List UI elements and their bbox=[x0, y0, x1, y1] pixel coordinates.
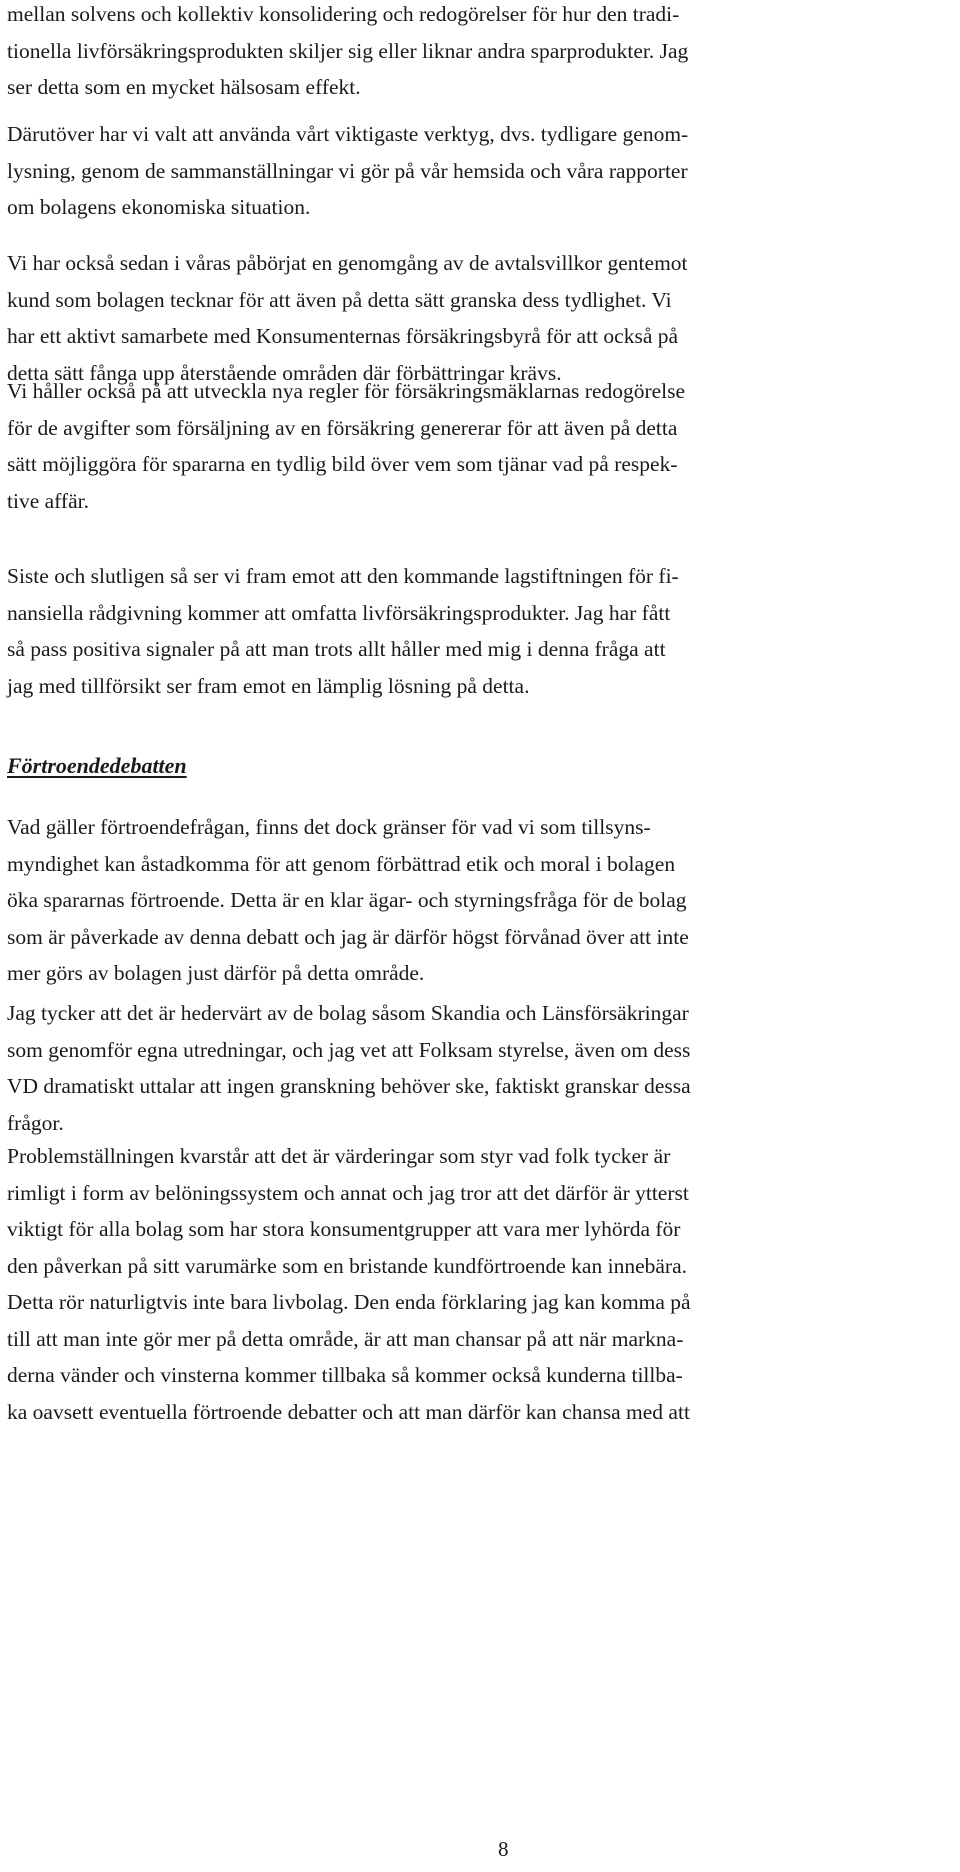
text-line: Jag tycker att det är hedervärt av de bolag såsom Skandia och Länsförsäkringar bbox=[7, 1001, 689, 1025]
text-line: så pass positiva signaler på att man trots allt håller med mig i denna fråga att bbox=[7, 637, 666, 661]
paragraph bbox=[7, 245, 688, 391]
paragraph bbox=[7, 373, 685, 519]
text-line: tive affär. bbox=[7, 488, 89, 513]
text-line: för de avgifter som försäljning av en försäkring genererar för att även på detta bbox=[7, 415, 678, 440]
text-line: Vi håller också på att utveckla nya regler för försäkringsmäklarnas redogörelse bbox=[7, 379, 686, 403]
text-line: nansiella rådgivning kommer att omfatta livförsäkringsprodukter. Jag har fått bbox=[7, 600, 671, 625]
paragraph bbox=[7, 809, 689, 992]
text-line: Siste och slutligen så ser vi fram emot att den kommande lagstiftningen för fi- bbox=[7, 564, 679, 588]
text-line: sätt möjliggöra för spararna en tydlig bild över vem som tjänar vad på respek- bbox=[7, 452, 678, 476]
text-line: har ett aktivt samarbete med Konsumenternas försäkringsbyrå för att också på bbox=[7, 324, 679, 348]
text-line: detta sätt fånga upp återstående områden där förbättringar krävs. bbox=[7, 360, 562, 385]
text-line: mer görs av bolagen just därför på detta område. bbox=[7, 961, 425, 985]
text-line: som genomför egna utredningar, och jag vet att Folksam styrelse, även om dess bbox=[7, 1037, 691, 1062]
text-line: den påverkan på sitt varumärke som en bristande kundförtroende kan innebära. bbox=[7, 1253, 687, 1278]
text-line: mellan solvens och kollektiv konsolidering och redogörelser för hur den tradi- bbox=[7, 2, 680, 26]
text-line: frågor. bbox=[7, 1110, 64, 1135]
text-line: viktigt för alla bolag som har stora konsumentgrupper att vara mer lyhörda för bbox=[7, 1217, 681, 1241]
text-line: tionella livförsäkringsprodukten skiljer sig eller liknar andra sparprodukter. Jag bbox=[7, 38, 689, 63]
text-line: Detta rör naturligtvis inte bara livbolag. Den enda förklaring jag kan komma på bbox=[7, 1290, 691, 1314]
paragraph bbox=[7, 995, 691, 1141]
text-line: rimligt i form av belöningssystem och annat och jag tror att det därför är ytterst bbox=[7, 1180, 689, 1205]
text-line: Vad gäller förtroendefrågan, finns det dock gränser för vad vi som tillsyns- bbox=[7, 815, 651, 839]
paragraph bbox=[7, 1138, 691, 1430]
text-line: Problemställningen kvarstår att det är värderingar som styr vad folk tycker är bbox=[7, 1144, 671, 1168]
paragraph bbox=[7, 116, 688, 226]
text-line: VD dramatiskt uttalar att ingen granskning behöver ske, faktiskt granskar dessa bbox=[7, 1074, 691, 1098]
page-number: 8 bbox=[498, 1837, 509, 1861]
paragraph bbox=[7, 558, 679, 704]
text-line: ka oavsett eventuella förtroende debatter och att man därför kan chansa med att bbox=[7, 1399, 690, 1424]
text-line: som är påverkade av denna debatt och jag är därför högst förvånad över att inte bbox=[7, 924, 689, 949]
paragraph bbox=[7, 0, 688, 106]
text-line: Därutöver har vi valt att använda vårt viktigaste verktyg, dvs. tydligare genom- bbox=[7, 122, 689, 146]
text-line: ser detta som en mycket hälsosam effekt. bbox=[7, 75, 361, 99]
text-line: myndighet kan åstadkomma för att genom förbättrad etik och moral i bolagen bbox=[7, 851, 676, 876]
text-line: till att man inte gör mer på detta område, är att man chansar på att när markna- bbox=[7, 1326, 684, 1351]
text-line: jag med tillförsikt ser fram emot en lämplig lösning på detta. bbox=[7, 673, 530, 698]
text-line: Vi har också sedan i våras påbörjat en genomgång av de avtalsvillkor gentemot bbox=[7, 251, 688, 275]
section-heading: Förtroendedebatten bbox=[7, 753, 187, 778]
text-line: öka spararnas förtroende. Detta är en klar ägar- och styrningsfråga för de bolag bbox=[7, 888, 687, 912]
text-line: om bolagens ekonomiska situation. bbox=[7, 195, 311, 219]
text-line: kund som bolagen tecknar för att även på detta sätt granska dess tydlighet. Vi bbox=[7, 287, 672, 312]
text-line: derna vänder och vinsterna kommer tillbaka så kommer också kunderna tillba- bbox=[7, 1363, 683, 1387]
text-line: lysning, genom de sammanställningar vi gör på vår hemsida och våra rapporter bbox=[7, 158, 688, 183]
